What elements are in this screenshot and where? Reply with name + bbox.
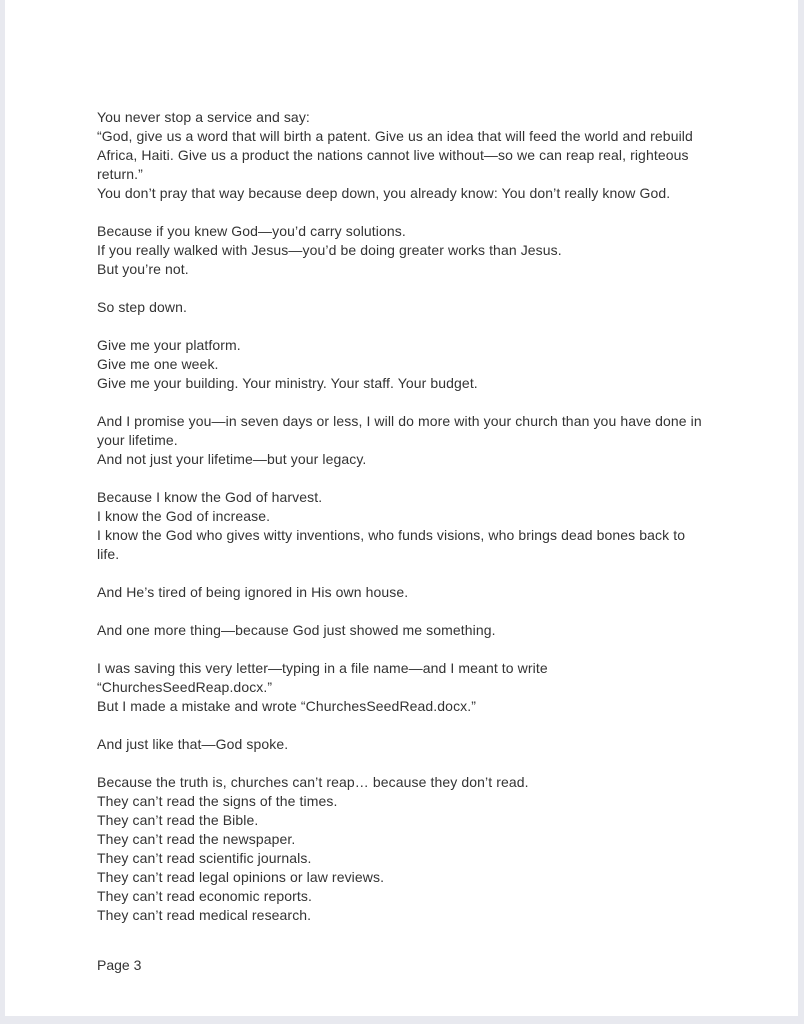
text-line: life. [97,546,120,562]
paragraph [97,773,713,925]
document-page [5,0,798,1016]
text-line: I know the God of increase. [97,508,271,524]
text-line: You don’t pray that way because deep down, you already know: You don’t really know God. [97,185,671,201]
text-line: Give me your building. Your ministry. Your staff. Your budget. [97,375,478,391]
paragraph [97,336,713,393]
document-body [97,108,713,944]
text-line: You never stop a service and say: [97,109,310,125]
page-number: Page 3 [97,957,142,973]
paragraph [97,583,713,602]
text-line: They can’t read medical research. [97,907,312,923]
paragraph [97,735,713,754]
text-line: And not just your lifetime—but your legacy. [97,451,367,467]
text-line: Because the truth is, churches can’t reap… because they don’t read. [97,774,529,790]
paragraph [97,412,713,469]
text-line: Because I know the God of harvest. [97,489,323,505]
text-line: But you’re not. [97,261,189,277]
paragraph [97,108,713,203]
text-line: They can’t read the newspaper. [97,831,296,847]
text-line: They can’t read scientific journals. [97,850,312,866]
text-line: And one more thing—because God just showed me something. [97,622,496,638]
text-line: Because if you knew God—you’d carry solutions. [97,223,406,239]
text-line: “God, give us a word that will birth a patent. Give us an idea that will feed the world and rebuild [97,128,693,144]
text-line: If you really walked with Jesus—you’d be doing greater works than Jesus. [97,242,562,258]
text-line: They can’t read legal opinions or law reviews. [97,869,385,885]
paragraph [97,298,713,317]
text-line: Africa, Haiti. Give us a product the nations cannot live without—so we can reap real, righteous [97,147,689,163]
text-line: I know the God who gives witty inventions, who funds visions, who brings dead bones back to [97,527,686,543]
text-line: They can’t read economic reports. [97,888,312,904]
text-line: return.” [97,166,143,182]
text-line: I was saving this very letter—typing in a file name—and I meant to write [97,660,548,676]
paragraph [97,621,713,640]
text-line: your lifetime. [97,432,178,448]
text-line: “ChurchesSeedReap.docx.” [97,679,273,695]
paragraph [97,659,713,716]
text-line: And just like that—God spoke. [97,736,289,752]
text-line: So step down. [97,299,188,315]
text-line: They can’t read the signs of the times. [97,793,338,809]
text-line: Give me your platform. [97,337,241,353]
text-line: Give me one week. [97,356,219,372]
text-line: They can’t read the Bible. [97,812,259,828]
text-line: And I promise you—in seven days or less, I will do more with your church than you have done in [97,413,702,429]
text-line: And He’s tired of being ignored in His own house. [97,584,409,600]
text-line: But I made a mistake and wrote “ChurchesSeedRead.docx.” [97,698,477,714]
paragraph [97,222,713,279]
paragraph [97,488,713,564]
